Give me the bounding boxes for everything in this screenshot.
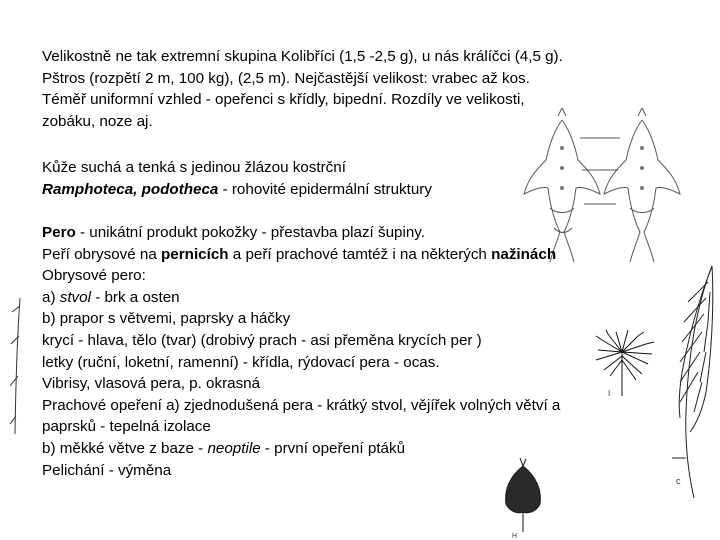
neoptile-term: neoptile	[207, 439, 261, 457]
feather-label-c: c	[676, 476, 681, 486]
peri-part-a: Peří obrysové na	[42, 245, 162, 263]
skin-line-2	[42, 179, 432, 201]
peri-line	[42, 244, 560, 266]
intro-line-4: zobáku, noze aj.	[42, 112, 153, 130]
pero-rest: - unikátní produkt pokožky - přestavba plazí šupiny.	[75, 224, 425, 241]
prachove-line-2: paprsků - tepelná izolace	[42, 418, 211, 436]
skin-paragraph	[42, 157, 432, 200]
intro-paragraph	[42, 46, 563, 132]
intro-line-3: Téměř uniformní vzhled - opeřenci s křídly, bipední. Rozdíly ve velikosti,	[42, 91, 525, 109]
skin-line-2-rest: - rohovité epidermální struktury	[218, 180, 432, 198]
prachove-line-1: Prachové opeření a) zjednodušená pera - krátký stvol, vějířek volných větví a	[42, 396, 561, 414]
obrysove-line: Obrysové pero:	[42, 267, 146, 285]
peri-term-2: nažinách	[491, 245, 557, 263]
skin-line-1: Kůže suchá a tenká s jedinou žlázou kostrční	[42, 159, 346, 176]
peri-term-1: pernicích	[161, 245, 229, 263]
stvol-line	[42, 287, 560, 309]
kryci-line: krycí - hlava, tělo (tvar) (drobivý prach - asi přeměna krycích per )	[42, 331, 482, 349]
down-feather-label: H	[512, 533, 518, 540]
letky-line: letky (ruční, loketní, ramenní) - křídla, rýdovací pera - ocas.	[42, 353, 440, 371]
pelichani-line: Pelichání - výměna	[42, 461, 172, 479]
neoptile-line	[42, 438, 560, 460]
contour-feather-illustration	[668, 262, 720, 502]
filoplume-illustration	[588, 330, 668, 400]
stvol-prefix: a)	[42, 288, 60, 306]
peri-part-b: a peří prachové tamtéž i na některých	[228, 245, 492, 263]
vibrisy-line: Vibrisy, vlasová pera, p. okrasná	[42, 375, 261, 393]
stvol-term: stvol	[59, 288, 91, 306]
pero-term: Pero	[42, 224, 76, 241]
feather-paragraph	[42, 222, 560, 481]
feather-fragment-left-illustration	[6, 296, 24, 438]
intro-line-2: Pštros (rozpětí 2 m, 100 kg), (2,5 m). Nejčastější velikost: vrabec až kos.	[42, 69, 530, 87]
prapor-line: b) prapor s větvemi, paprsky a háčky	[42, 310, 291, 328]
neoptile-prefix: b) měkké větve z baze -	[42, 439, 208, 457]
stvol-rest: - brk a osten	[90, 288, 180, 306]
intro-line-1: Velikostně ne tak extremní skupina Kolibříci (1,5 -2,5 g), u nás králíčci (4,5 g).	[42, 48, 563, 65]
skin-term: Ramphoteca, podotheca	[42, 180, 219, 198]
down-feather-label-small: I	[608, 389, 611, 398]
pero-line	[42, 222, 560, 244]
neoptile-rest: - první opeření ptáků	[260, 439, 406, 457]
